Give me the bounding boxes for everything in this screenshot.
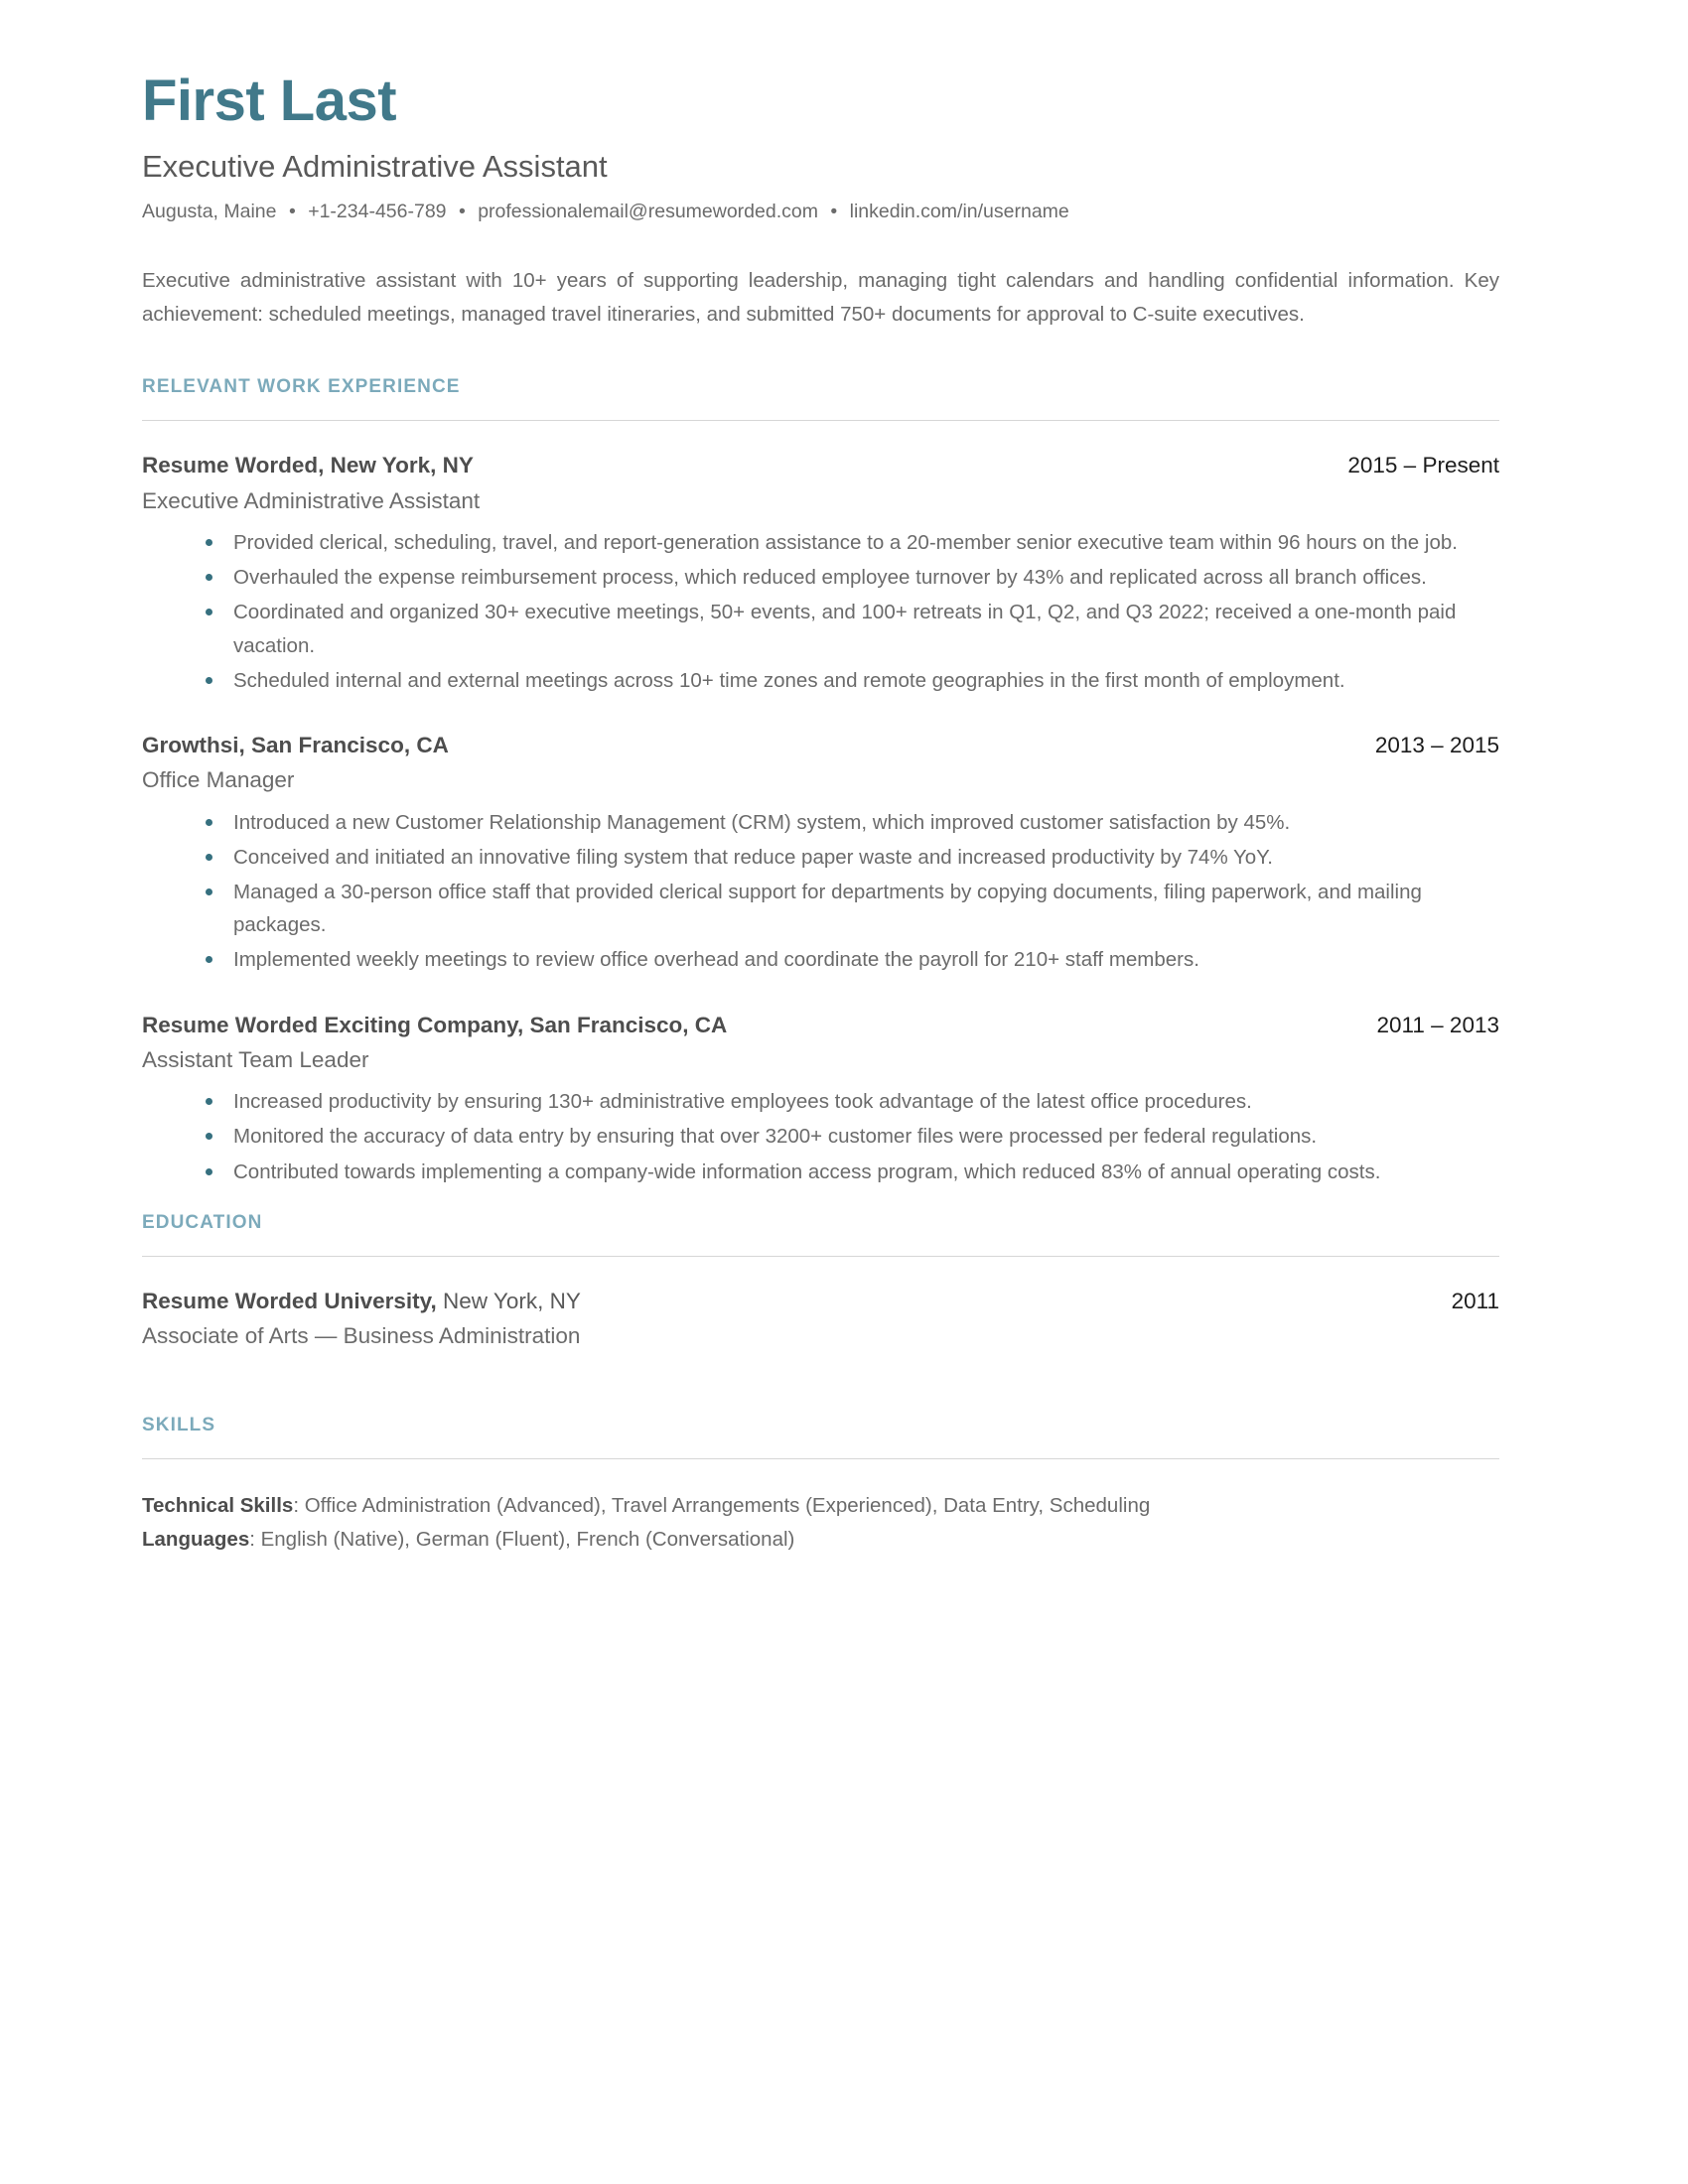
bullet-separator-icon: •	[458, 201, 466, 223]
bullet-item: Provided clerical, scheduling, travel, and report-generation assistance to a 20-member senior executive team within 96 hours on the job.	[204, 526, 1499, 559]
skills-value: : English (Native), German (Fluent), French (Conversational)	[249, 1527, 795, 1551]
candidate-name: First Last	[142, 68, 397, 133]
bullet-item: Increased productivity by ensuring 130+ administrative employees took advantage of the latest office procedures.	[204, 1085, 1499, 1118]
bullet-item: Scheduled internal and external meetings across 10+ time zones and remote geographies in the first month of employment.	[204, 664, 1499, 697]
section-divider	[142, 1458, 1499, 1459]
education-school-name: Resume Worded University,	[142, 1288, 437, 1313]
bullet-item: Implemented weekly meetings to review office overhead and coordinate the payroll for 210+ staff members.	[204, 943, 1499, 976]
experience-dates: 2011 – 2013	[1376, 1012, 1499, 1037]
bullet-item: Overhauled the expense reimbursement process, which reduced employee turnover by 43% and replicated across all branch offices.	[204, 561, 1499, 594]
experience-list	[142, 451, 1499, 1188]
skills-label: Languages	[142, 1527, 250, 1551]
contact-linkedin[interactable]: linkedin.com/in/username	[849, 201, 1069, 223]
experience-entry-header	[142, 1011, 1499, 1039]
bullet-item: Coordinated and organized 30+ executive meetings, 50+ events, and 100+ retreats in Q1, Q2, and Q3 2022; received a one-month paid vacation.	[204, 596, 1499, 661]
bullet-item: Monitored the accuracy of data entry by ensuring that over 3200+ customer files were processed per federal regulations.	[204, 1120, 1499, 1153]
candidate-headline: Executive Administrative Assistant	[142, 148, 608, 184]
education-degree: Associate of Arts — Business Administration	[142, 1323, 581, 1349]
experience-bullets	[142, 806, 1499, 977]
section-divider	[142, 1256, 1499, 1257]
experience-entry-header	[142, 731, 1499, 759]
bullet-item: Conceived and initiated an innovative filing system that reduce paper waste and increased productivity by 74% YoY.	[204, 841, 1499, 874]
experience-dates: 2013 – 2015	[1374, 732, 1499, 757]
section-divider	[142, 420, 1499, 421]
experience-role: Assistant Team Leader	[142, 1046, 369, 1072]
skills-line-technical	[142, 1489, 1499, 1522]
experience-bullets	[142, 1085, 1499, 1188]
skills-list	[142, 1489, 1499, 1555]
contact-email[interactable]: professionalemail@resumeworded.com	[478, 201, 818, 223]
skills-line-languages	[142, 1523, 1499, 1556]
education-entry-header	[142, 1287, 1499, 1315]
experience-entry-header	[142, 451, 1499, 479]
bullet-item: Managed a 30-person office staff that provided clerical support for departments by copying documents, filing paperwork, and mailing packages.	[204, 876, 1499, 941]
experience-bullets	[142, 526, 1499, 697]
bullet-item: Contributed towards implementing a company-wide information access program, which reduced 83% of annual operating costs.	[204, 1156, 1499, 1188]
experience-entry	[142, 451, 1499, 697]
bullet-item: Introduced a new Customer Relationship Management (CRM) system, which improved customer satisfaction by 45%.	[204, 806, 1499, 839]
experience-entry	[142, 731, 1499, 977]
section-title-skills: SKILLS	[142, 1415, 216, 1436]
education-school-location: New York, NY	[436, 1288, 581, 1313]
section-title-education: EDUCATION	[142, 1211, 263, 1233]
contact-phone[interactable]: +1-234-456-789	[308, 201, 447, 223]
experience-organization: Resume Worded, New York, NY	[142, 453, 474, 478]
bullet-separator-icon: •	[830, 201, 838, 223]
experience-entry	[142, 1011, 1499, 1188]
bullet-separator-icon: •	[288, 201, 296, 223]
contact-location: Augusta, Maine	[142, 201, 277, 223]
contact-line	[142, 199, 1499, 224]
education-dates: 2011	[1451, 1288, 1499, 1313]
experience-role: Office Manager	[142, 767, 295, 793]
experience-organization: Growthsi, San Francisco, CA	[142, 732, 449, 757]
experience-organization: Resume Worded Exciting Company, San Francisco, CA	[142, 1012, 728, 1037]
skills-value: : Office Administration (Advanced), Travel Arrangements (Experienced), Data Entry, Scheduling	[293, 1494, 1151, 1518]
education-entry	[142, 1287, 1499, 1352]
professional-summary: Executive administrative assistant with 10+ years of supporting leadership, managing tight calendars and handling confidential information. Key achievement: scheduled meetings, managed travel itineraries, and submitted 750+ documents for approval to C-suite executives.	[142, 269, 1499, 326]
experience-dates: 2015 – Present	[1347, 453, 1499, 478]
experience-role: Executive Administrative Assistant	[142, 487, 481, 513]
education-school	[142, 1287, 581, 1315]
section-title-experience: RELEVANT WORK EXPERIENCE	[142, 376, 461, 398]
skills-label: Technical Skills	[142, 1494, 294, 1518]
